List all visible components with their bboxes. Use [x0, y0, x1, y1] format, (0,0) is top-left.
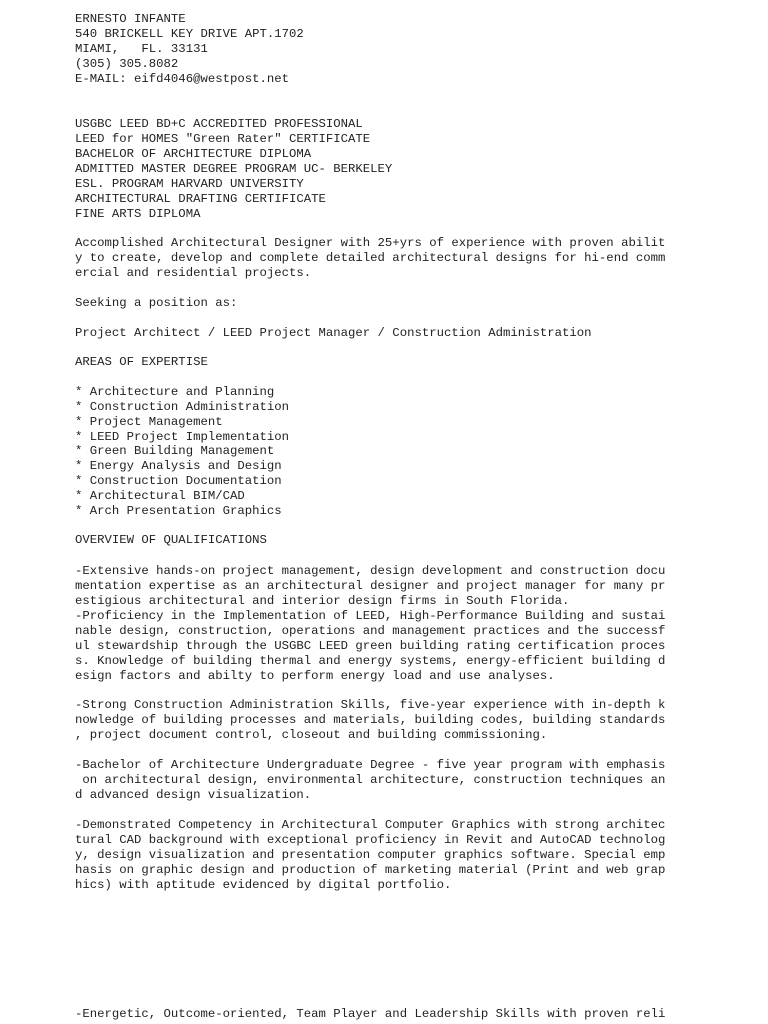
seeking-label: Seeking a position as: [75, 296, 238, 310]
qualification-line: y, design visualization and presentation computer graphics software. Special emp [75, 848, 666, 862]
summary-line: ercial and residential projects. [75, 266, 312, 280]
qualification-line: nable design, construction, operations and management practices and the successf [75, 624, 666, 638]
qualification-line: -Demonstrated Competency in Architectural Computer Graphics with strong architec [75, 818, 666, 832]
credential-line: USGBC LEED BD+C ACCREDITED PROFESSIONAL [75, 117, 363, 131]
qualification-line: -Energetic, Outcome-oriented, Team Player and Leadership Skills with proven reli [75, 1007, 666, 1021]
contact-address: 540 BRICKELL KEY DRIVE APT.1702 [75, 27, 304, 41]
expertise-item: * Energy Analysis and Design [75, 459, 282, 473]
qualification-line: hasis on graphic design and production of marketing material (Print and web grap [75, 863, 666, 877]
qualification-line: hics) with aptitude evidenced by digital portfolio. [75, 878, 452, 892]
qualification-line: -Bachelor of Architecture Undergraduate Degree - five year program with emphasis [75, 758, 666, 772]
qualification-line: d advanced design visualization. [75, 788, 312, 802]
qualification-line: on architectural design, environmental architecture, construction techniques an [75, 773, 666, 787]
contact-email: E-MAIL: eifd4046@westpost.net [75, 72, 290, 86]
qualification-line: -Strong Construction Administration Skills, five-year experience with in-depth k [75, 698, 666, 712]
qualification-line: mentation expertise as an architectural designer and project manager for many pr [75, 579, 666, 593]
expertise-item: * LEED Project Implementation [75, 430, 290, 444]
contact-phone: (305) 305.8082 [75, 57, 179, 71]
qualification-line: -Proficiency in the Implementation of LEED, High-Performance Building and sustai [75, 609, 666, 623]
target-positions: Project Architect / LEED Project Manager / Construction Administration [75, 326, 592, 340]
summary-line: Accomplished Architectural Designer with 25+yrs of experience with proven abilit [75, 236, 666, 250]
credential-line: LEED for HOMES "Green Rater" CERTIFICATE [75, 132, 371, 146]
qualification-line: esign factors and abilty to perform energy load and use analyses. [75, 669, 555, 683]
summary-line: y to create, develop and complete detailed architectural designs for hi-end comm [75, 251, 666, 265]
qualification-line: estigious architectural and interior design firms in South Florida. [75, 594, 570, 608]
qualification-line: s. Knowledge of building thermal and energy systems, energy-efficient building d [75, 654, 666, 668]
qualification-line: , project document control, closeout and building commissioning. [75, 728, 548, 742]
expertise-item: * Architectural BIM/CAD [75, 489, 245, 503]
qualification-line: tural CAD background with exceptional proficiency in Revit and AutoCAD technolog [75, 833, 666, 847]
contact-name: ERNESTO INFANTE [75, 12, 186, 26]
expertise-item: * Project Management [75, 415, 223, 429]
credential-line: ADMITTED MASTER DEGREE PROGRAM UC- BERKELEY [75, 162, 393, 176]
expertise-item: * Arch Presentation Graphics [75, 504, 282, 518]
expertise-item: * Construction Documentation [75, 474, 282, 488]
qualification-line: -Extensive hands-on project management, design development and construction docu [75, 564, 666, 578]
expertise-item: * Construction Administration [75, 400, 290, 414]
overview-heading: OVERVIEW OF QUALIFICATIONS [75, 533, 267, 547]
expertise-item: * Green Building Management [75, 444, 275, 458]
credential-line: BACHELOR OF ARCHITECTURE DIPLOMA [75, 147, 312, 161]
expertise-item: * Architecture and Planning [75, 385, 275, 399]
credential-line: FINE ARTS DIPLOMA [75, 207, 201, 221]
expertise-heading: AREAS OF EXPERTISE [75, 355, 208, 369]
credential-line: ARCHITECTURAL DRAFTING CERTIFICATE [75, 192, 326, 206]
contact-city: MIAMI, FL. 33131 [75, 42, 208, 56]
qualification-line: ul stewardship through the USGBC LEED green building rating certification proces [75, 639, 666, 653]
qualification-line: nowledge of building processes and materials, building codes, building standards [75, 713, 666, 727]
credential-line: ESL. PROGRAM HARVARD UNIVERSITY [75, 177, 304, 191]
